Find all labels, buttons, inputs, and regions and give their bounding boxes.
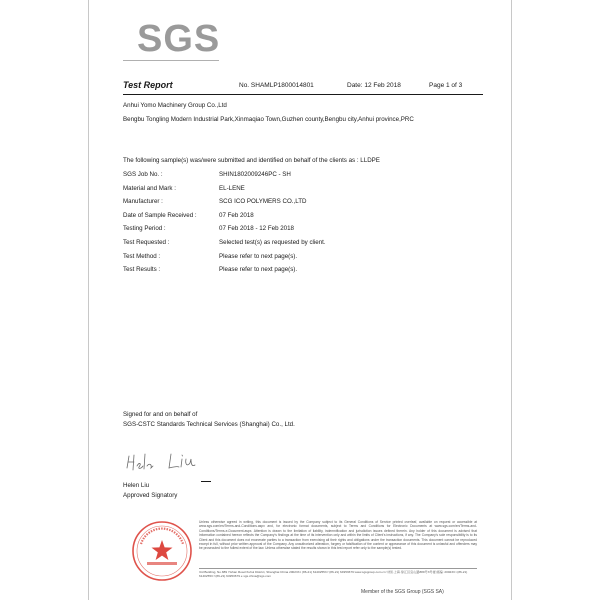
field-value: Please refer to next page(s). [219, 252, 298, 260]
field-label: Test Requested : [123, 238, 170, 246]
field-label: Testing Period : [123, 225, 166, 233]
signer-name: Helen Liu [123, 482, 150, 489]
client-address: Bengbu Tongling Modern Industrial Park,Xinmaqiao Town,Guzhen county,Bengbu city,Anhui province,PRC [123, 116, 414, 123]
member-of-sgs: Member of the SGS Group (SGS SA) [361, 589, 444, 595]
footer-address: 3rd Building, No.889 Yishan Road Xuhui District, Shanghai China 200233 t (86-21) 61402553 f (86-21) 64953679 www.sgsgroup.com.cn 中国·上海·徐汇区宜山路889号3号楼 邮编: 200233 t (86-21) 61402553 f (86-21) 64953679 e sgs.china@sgs.com [199, 568, 477, 580]
field-value: Selected test(s) as requested by client. [219, 238, 326, 246]
signoff-organization: SGS-CSTC Standards Technical Services (Shanghai) Co., Ltd. [123, 421, 295, 428]
field-value: EL-LENE [219, 184, 245, 192]
handwritten-signature [125, 450, 215, 474]
red-seal-stamp [131, 520, 193, 582]
signer-role: Approved Signatory [123, 492, 178, 499]
sgs-logo: SGS [137, 18, 221, 60]
logo-divider [123, 60, 219, 61]
report-page [88, 0, 512, 600]
field-value: Please refer to next page(s). [219, 266, 298, 274]
report-title: Test Report [123, 80, 173, 90]
field-value: 07 Feb 2018 [219, 211, 254, 219]
header-divider [123, 94, 483, 95]
field-label: SGS Job No. : [123, 171, 163, 178]
signoff-intro: Signed for and on behalf of [123, 411, 198, 418]
field-label: Date of Sample Received : [123, 211, 197, 219]
field-label: Test Results : [123, 266, 161, 274]
signature-line [201, 481, 211, 482]
report-number: No. SHAMLP1800014801 [239, 82, 314, 89]
sample-intro: The following sample(s) was/were submitted and identified on behalf of the clients as : LLDPE [123, 157, 380, 164]
client-name: Anhui Yomo Machinery Group Co.,Ltd [123, 102, 227, 109]
field-label: Material and Mark : [123, 184, 176, 192]
field-value: SHIN1802009246PC - SH [219, 171, 291, 178]
report-date: Date: 12 Feb 2018 [347, 82, 401, 89]
field-label: Test Method : [123, 252, 161, 260]
page-indicator: Page 1 of 3 [429, 82, 463, 89]
footer-terms: Unless otherwise agreed in writing, this document is issued by the Company subject to its General Conditions of Service printed overleaf, available on request or accessible at www.sgs.com/en/Terms-and-Conditions.aspx and, for electronic format documents, subject to Terms and Conditions for Electronic Documents at www.sgs.com/en/Terms-and-Conditions/Terms-e-Document.aspx. Attention is drawn to the limitation of liability, indemnification and jurisdiction issues defined therein. Any holder of this document is advised that information contained hereon reflects the Company's findings at the time of its intervention only and within the limits of Client's instructions, if any. The Company's sole responsibility is to its Client and this document does not exonerate parties to a transaction from exercising all their rights and obligations under the transaction documents. This document cannot be reproduced except in full, without prior written approval of the Company. Any unauthorized alteration, forgery or falsification of the content or appearance of this document is unlawful and offenders may be prosecuted to the fullest extent of the law. Unless otherwise stated the results shown in this test report refer only to the sample(s) tested. [199, 520, 477, 551]
field-value: 07 Feb 2018 - 12 Feb 2018 [219, 225, 294, 233]
field-label: Manufacturer : [123, 198, 163, 206]
field-value: SCG ICO POLYMERS CO.,LTD [219, 198, 307, 206]
